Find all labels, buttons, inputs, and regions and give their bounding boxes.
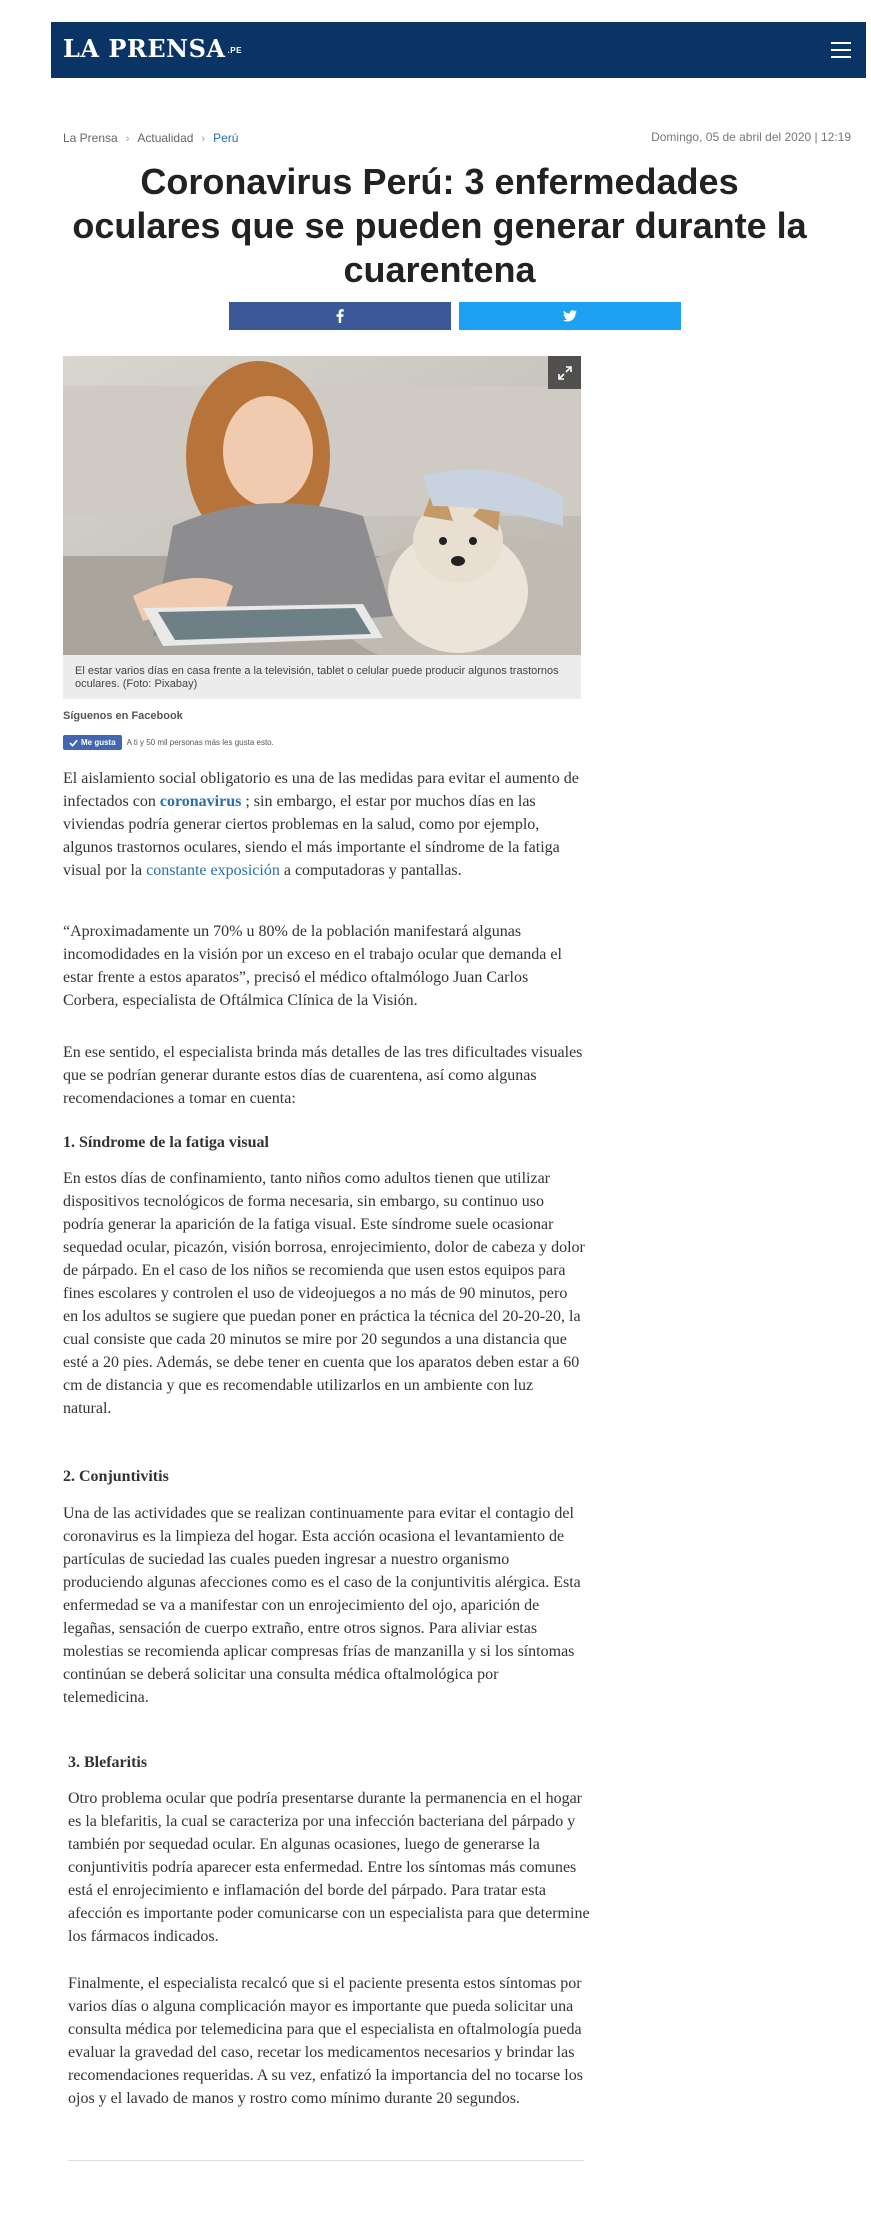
link-coronavirus[interactable]: coronavirus <box>159 793 242 810</box>
facebook-icon <box>335 309 345 323</box>
article-image <box>63 356 581 655</box>
check-icon <box>69 739 78 747</box>
share-twitter-button[interactable] <box>459 302 681 330</box>
link-constante-exposicion[interactable]: constante exposición <box>146 862 280 879</box>
site-header <box>51 22 866 78</box>
logo-suffix: .PE <box>227 46 242 55</box>
paragraph-2: “Aproximadamente un 70% u 80% de la población manifestará algunas incomodidades en la visión por un exceso en el trabajo ocular que demanda el estar frente a estos aparatos”, precisó el médico oftalmólogo Juan Carlos Corbera, especialista de Oftálmica Clínica de la Visión. <box>63 923 562 1009</box>
site-logo[interactable] <box>63 34 242 63</box>
like-count-text: A ti y 50 mil personas más les gusta esto. <box>126 738 274 747</box>
breadcrumb-actualidad[interactable]: Actualidad <box>137 131 194 145</box>
facebook-like-button[interactable] <box>63 735 122 750</box>
follow-facebook-label: Síguenos en Facebook <box>63 710 183 722</box>
paragraph-1 <box>63 767 585 882</box>
paragraph-4: En estos días de confinamiento, tanto niños como adultos tienen que utilizar dispositivos tecnológicos de forma necesaria, sin embargo, su continuo uso podría generar la aparición de la fatiga visual. Este síndrome suele ocasionar sequedad ocular, picazón, visión borrosa, enrojecimiento, dolor de cabeza y dolor de párpado. En el caso de los niños se recomienda que usen estos equipos para fines escolares y controlen el uso de videojuegos a no más de 90 minutos, pero en los adultos se sugiere que puedan poner en práctica la técnica del 20-20-20, la cual consiste que cada 20 minutos se mire por 20 segundos a una distancia que esté a 20 pies. Además, se debe tener en cuenta que los aparatos deben estar a 60 cm de distancia y que es recomendable utilizarlos en un ambiente con luz natural. <box>63 1170 585 1417</box>
section-heading-2: 2. Conjuntivitis <box>63 1468 169 1485</box>
share-facebook-button[interactable] <box>229 302 451 330</box>
section-heading-3: 3. Blefaritis <box>68 1754 148 1771</box>
paragraph-6: Otro problema ocular que podría presentarse durante la permanencia en el hogar es la blefaritis, la cual se caracteriza por una infección bacteriana del párpado y también por sequedad ocular. En algunas ocasiones, luego de generarse la conjuntivitis podría aparecer esta enfermedad. Entre los síntomas más comunes está el enrojecimiento e inflamación del borde del párpado. Para tratar esta afección es importante poder comunicarse con un especialista para que determine los fármacos indicados. <box>68 1790 590 1945</box>
publish-date: Domingo, 05 de abril del 2020 | 12:19 <box>651 130 851 144</box>
divider <box>68 2160 584 2161</box>
twitter-icon <box>563 310 577 322</box>
expand-icon <box>558 366 572 380</box>
woman-with-tablet-and-dog-photo <box>63 356 581 655</box>
logo-text: LA PRENSA <box>63 34 226 63</box>
paragraph-1-text-c: a computadoras y pantallas. <box>279 862 462 879</box>
chevron-right-icon: › <box>125 133 130 145</box>
paragraph-5: Una de las actividades que se realizan continuamente para evitar el contagio del coronavirus es la limpieza del hogar. Esta acción ocasiona el levantamiento de partículas de suciedad las cuales pueden ingresar a nuestro organismo produciendo algunas afecciones como es el caso de la conjuntivitis alérgica. Esta enfermedad se va a manifestar con un enrojecimiento del ojo, aparición de legañas, sensación de cuerpo extraño, entre otros signos. Para aliviar estas molestias se recomienda aplicar compresas frías de manzanilla y si los síntomas continúan se deberá solicitar una consulta médica oftalmológica por telemedicina. <box>63 1505 581 1706</box>
breadcrumb <box>63 131 238 145</box>
paragraph-1-text-a: El aislamiento social obligatorio es una de las medidas para evitar el aumento de infectados con <box>63 770 579 810</box>
breadcrumb-home[interactable]: La Prensa <box>63 131 118 145</box>
like-button-label: Me gusta <box>81 738 116 747</box>
image-caption: El estar varios días en casa frente a la televisión, tablet o celular puede producir algunos trastornos oculares. (Foto: Pixabay) <box>63 655 581 699</box>
hamburger-menu-icon[interactable] <box>826 35 856 65</box>
paragraph-1-text-b: ; sin embargo, el estar por muchos días en las viviendas podría generar ciertos problemas en la salud, como por ejemplo, algunos trastornos oculares, siendo el más importante el síndrome de la fatiga visual por la <box>63 793 560 879</box>
section-heading-1: 1. Síndrome de la fatiga visual <box>63 1134 269 1151</box>
article-headline: Coronavirus Perú: 3 enfermedades oculares que se pueden generar durante la cuarentena <box>72 161 807 290</box>
paragraph-7: Finalmente, el especialista recalcó que si el paciente presenta estos síntomas por varios días o alguna complicación mayor es importante que pueda solicitar una consulta médica por telemedicina para que el especialista en oftalmología pueda evaluar la gravedad del caso, recetar los medicamentos necesarios y brindar las recomendaciones requeridas. A su vez, enfatizó la importancia del no tocarse los ojos y el lavado de manos y rostro como mínimo durante 20 segundos. <box>68 1975 583 2107</box>
facebook-like-widget <box>63 735 274 750</box>
breadcrumb-peru[interactable]: Perú <box>213 131 239 145</box>
chevron-right-icon: › <box>201 133 206 145</box>
expand-image-button[interactable] <box>548 356 581 389</box>
paragraph-3: En ese sentido, el especialista brinda más detalles de las tres dificultades visuales que se podrían generar durante estos días de cuarentena, así como algunas recomendaciones a tomar en cuenta: <box>63 1044 583 1107</box>
